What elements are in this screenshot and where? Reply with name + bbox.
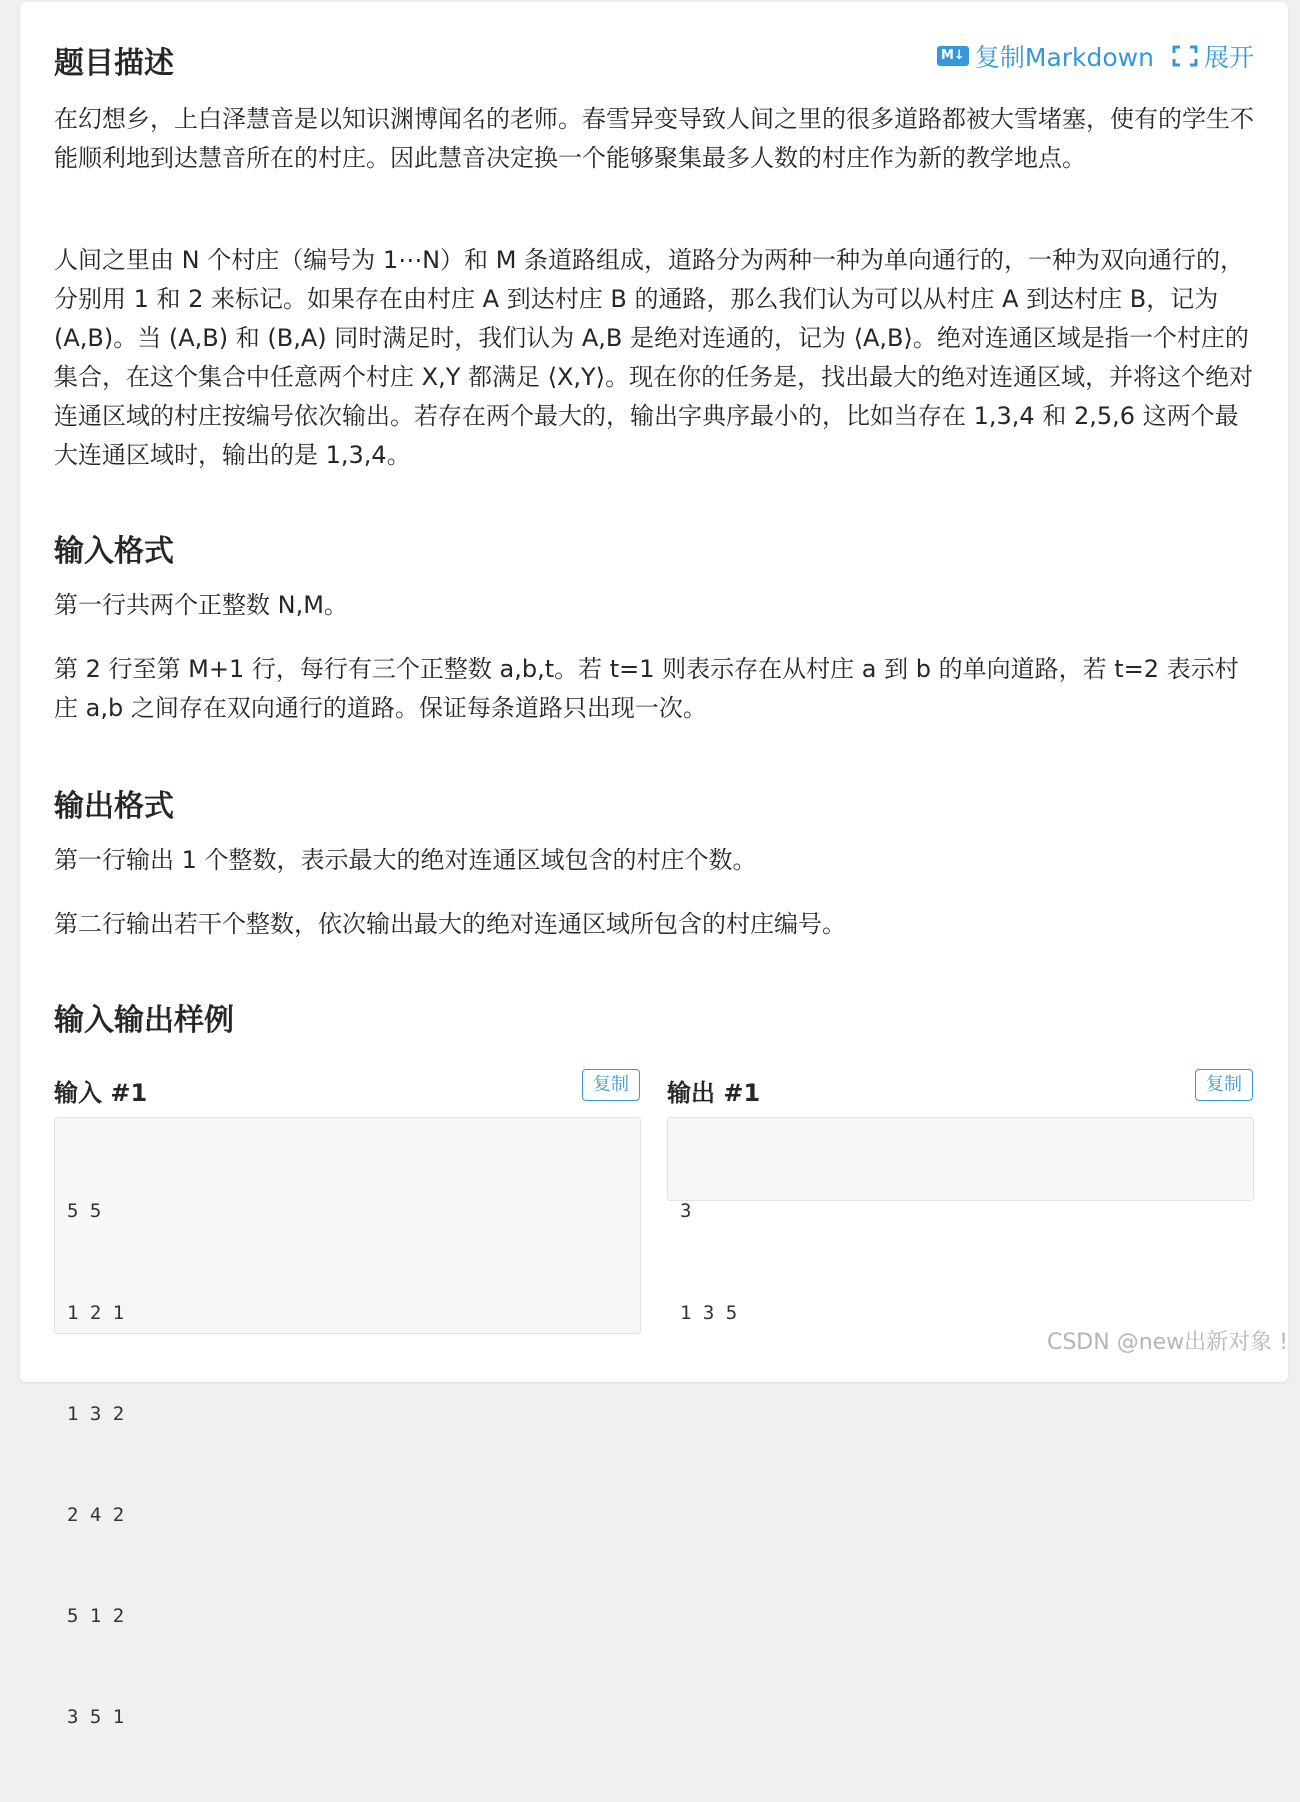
- watermark: CSDN @new出新对象 !: [1047, 1325, 1288, 1356]
- description-paragraph-2: 人间之里由 N 个村庄（编号为 1⋯N）和 M 条道路组成，道路分为两种一种为单向通行的，一种为双向通行的，分别用 1 和 2 来标记。如果存在由村庄 A 到达村庄 B 的通路，那么我们认为可以从村庄 A 到达村庄 B，记为 (A,B)。当 (A,B) 和 (B,A) 同时满足时，我们认为 A,B 是绝对连通的，记为 ⟨A,B⟩。绝对连通区域是指一个村庄的集合，在这个集合中任意两个村庄 X,Y 都满足 ⟨X,Y⟩。现在你的任务是，找出最大的绝对连通区域，并将这个绝对连通区域的村庄按编号依次输出。若存在两个最大的，输出字典序最小的，比如当存在 1,3,4 和 2,5,6 这两个最大连通区域时，输出的是 1,3,4。: [54, 241, 1254, 475]
- code-line: 1 3 2: [67, 1398, 628, 1432]
- copy-markdown-label: 复制Markdown: [975, 38, 1154, 74]
- expand-label: 展开: [1204, 38, 1254, 74]
- output-format-paragraph-2: 第二行输出若干个整数，依次输出最大的绝对连通区域所包含的村庄编号。: [54, 905, 1254, 944]
- code-line: 1 2 1: [67, 1297, 628, 1331]
- input-format-heading: 输入格式: [54, 526, 174, 570]
- code-line: 5 5: [67, 1195, 628, 1229]
- output-format-heading: 输出格式: [54, 781, 174, 825]
- sample-output-code[interactable]: [667, 1117, 1254, 1201]
- copy-output-button[interactable]: 复制: [1195, 1069, 1253, 1101]
- markdown-icon: M↓: [937, 46, 969, 66]
- sample-output-title: 输出 #1: [667, 1073, 760, 1108]
- header-actions: [937, 38, 1254, 74]
- copy-markdown-button[interactable]: [937, 38, 1154, 74]
- code-line: 3 5 1: [67, 1701, 628, 1735]
- expand-button[interactable]: [1172, 38, 1254, 74]
- description-heading: 题目描述: [54, 38, 174, 82]
- output-format-paragraph-1: 第一行输出 1 个整数，表示最大的绝对连通区域包含的村庄个数。: [54, 841, 1254, 880]
- code-line: 2 4 2: [67, 1499, 628, 1533]
- expand-icon: [1172, 45, 1198, 67]
- problem-card: [20, 2, 1288, 1382]
- input-format-paragraph-2: 第 2 行至第 M+1 行，每行有三个正整数 a,b,t。若 t=1 则表示存在从村庄 a 到 b 的单向道路，若 t=2 表示村庄 a,b 之间存在双向通行的道路。保证每条道路只出现一次。: [54, 650, 1254, 728]
- input-format-paragraph-1: 第一行共两个正整数 N,M。: [54, 586, 1254, 625]
- code-line: 3: [680, 1195, 1241, 1229]
- samples-heading: 输入输出样例: [54, 995, 234, 1039]
- code-line: 1 3 5: [680, 1297, 1241, 1331]
- code-line: 5 1 2: [67, 1600, 628, 1634]
- description-paragraph-1: 在幻想乡，上白泽慧音是以知识渊博闻名的老师。春雪异变导致人间之里的很多道路都被大雪堵塞，使有的学生不能顺利地到达慧音所在的村庄。因此慧音决定换一个能够聚集最多人数的村庄作为新的教学地点。: [54, 100, 1254, 178]
- sample-input-title: 输入 #1: [54, 1073, 147, 1108]
- sample-input-code[interactable]: [54, 1117, 641, 1334]
- copy-input-button[interactable]: 复制: [582, 1069, 640, 1101]
